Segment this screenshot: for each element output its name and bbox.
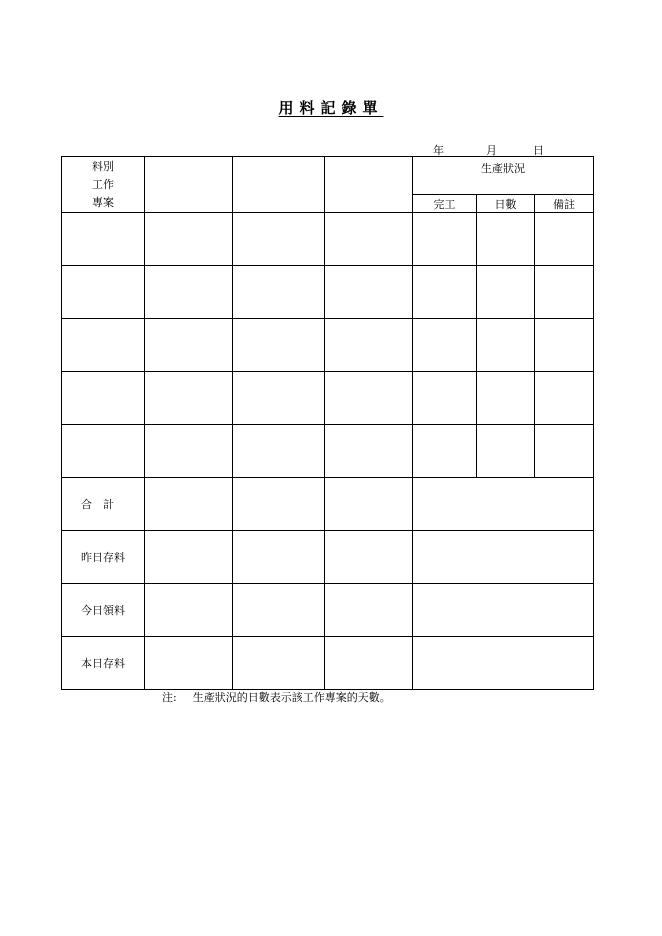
today-stock-row (62, 637, 594, 690)
project-cell[interactable] (62, 266, 145, 319)
today-stock-label: 本日存料 (62, 637, 145, 690)
total-row (62, 478, 594, 531)
material-cell[interactable] (145, 531, 233, 584)
yesterday-stock-row (62, 531, 594, 584)
material-record-table (61, 156, 594, 690)
today-issued-row (62, 584, 594, 637)
completed-cell[interactable] (413, 213, 477, 266)
status-merged-cell[interactable] (413, 637, 594, 690)
material-cell[interactable] (325, 637, 413, 690)
remarks-cell[interactable] (535, 425, 594, 478)
material-cell[interactable] (145, 584, 233, 637)
status-merged-cell[interactable] (413, 584, 594, 637)
corner-label-material: 料別 (92, 159, 114, 173)
days-cell[interactable] (477, 266, 535, 319)
table-row (62, 319, 594, 372)
yesterday-stock-label: 昨日存料 (62, 531, 145, 584)
corner-header-cell (62, 157, 145, 213)
material-cell[interactable] (233, 372, 325, 425)
material-cell[interactable] (145, 372, 233, 425)
remarks-column-header: 備註 (535, 195, 594, 213)
material-column-header-1[interactable] (145, 157, 233, 213)
material-cell[interactable] (233, 531, 325, 584)
material-cell[interactable] (325, 266, 413, 319)
production-status-header: 生產狀況 (413, 157, 594, 195)
table-row (62, 213, 594, 266)
material-cell[interactable] (233, 213, 325, 266)
remarks-cell[interactable] (535, 266, 594, 319)
corner-label-work: 工作 (92, 177, 114, 191)
material-cell[interactable] (233, 266, 325, 319)
material-cell[interactable] (145, 266, 233, 319)
material-column-header-3[interactable] (325, 157, 413, 213)
date-day-label: 日 (533, 144, 544, 157)
material-cell[interactable] (325, 319, 413, 372)
material-cell[interactable] (325, 531, 413, 584)
material-cell[interactable] (325, 478, 413, 531)
table-row (62, 425, 594, 478)
material-cell[interactable] (233, 425, 325, 478)
completed-cell[interactable] (413, 319, 477, 372)
status-merged-cell[interactable] (413, 478, 594, 531)
today-issued-label: 今日領料 (62, 584, 145, 637)
footnote (162, 689, 391, 705)
days-column-header: 日數 (477, 195, 535, 213)
material-cell[interactable] (233, 637, 325, 690)
date-year-label: 年 (433, 144, 444, 157)
days-cell[interactable] (477, 372, 535, 425)
project-cell[interactable] (62, 425, 145, 478)
completed-column-header: 完工 (413, 195, 477, 213)
table-row (62, 372, 594, 425)
material-cell[interactable] (145, 425, 233, 478)
remarks-cell[interactable] (535, 372, 594, 425)
remarks-cell[interactable] (535, 319, 594, 372)
days-cell[interactable] (477, 213, 535, 266)
total-label: 合 計 (62, 478, 145, 531)
corner-label-project: 專案 (92, 195, 114, 209)
material-cell[interactable] (325, 213, 413, 266)
material-cell[interactable] (233, 319, 325, 372)
material-cell[interactable] (325, 372, 413, 425)
material-cell[interactable] (325, 584, 413, 637)
header-row-top (62, 157, 594, 195)
material-cell[interactable] (233, 584, 325, 637)
status-merged-cell[interactable] (413, 531, 594, 584)
completed-cell[interactable] (413, 372, 477, 425)
material-cell[interactable] (145, 478, 233, 531)
material-cell[interactable] (145, 213, 233, 266)
material-cell[interactable] (233, 478, 325, 531)
footnote-prefix: 注: (162, 691, 177, 704)
footnote-text: 生產狀況的日數表示該工作專案的天數。 (192, 691, 391, 704)
table-row (62, 266, 594, 319)
days-cell[interactable] (477, 425, 535, 478)
date-month-label: 月 (486, 144, 497, 157)
material-cell[interactable] (145, 637, 233, 690)
completed-cell[interactable] (413, 266, 477, 319)
days-cell[interactable] (477, 319, 535, 372)
form-title: 用料記錄單 (278, 99, 384, 117)
project-cell[interactable] (62, 372, 145, 425)
remarks-cell[interactable] (535, 213, 594, 266)
material-column-header-2[interactable] (233, 157, 325, 213)
project-cell[interactable] (62, 213, 145, 266)
material-cell[interactable] (325, 425, 413, 478)
project-cell[interactable] (62, 319, 145, 372)
completed-cell[interactable] (413, 425, 477, 478)
material-cell[interactable] (145, 319, 233, 372)
